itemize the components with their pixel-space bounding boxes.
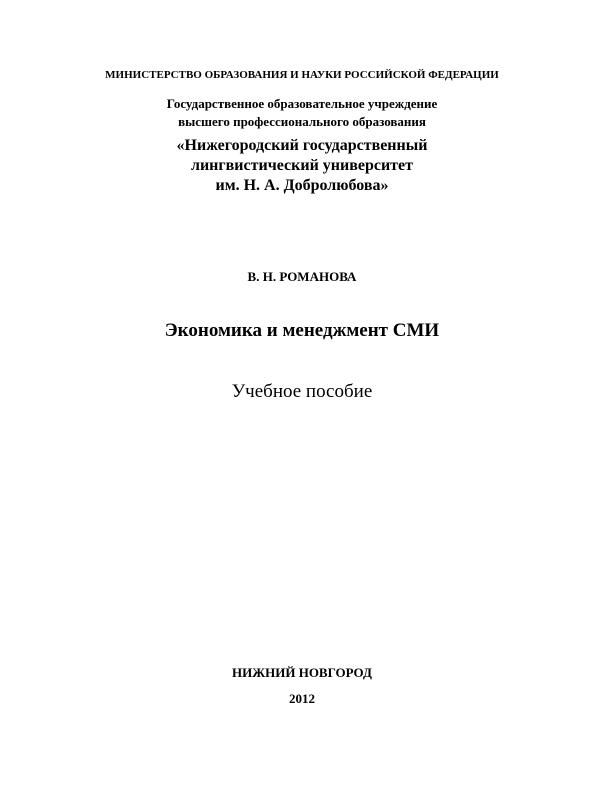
publication-year: 2012 [289,691,315,706]
book-title: Экономика и менеджмент СМИ [164,320,440,341]
institution-line: высшего профессионального образования [178,114,426,129]
author-name: В. Н. РОМАНОВА [247,269,357,284]
book-subtitle: Учебное пособие [231,381,373,402]
university-name-line: «Нижегородский государственный [176,137,428,154]
ministry-heading: МИНИСТЕРСТВО ОБРАЗОВАНИЯ И НАУКИ РОССИЙСКОЙ ФЕДЕРАЦИИ [105,69,499,81]
university-name-line: лингвистический университет [190,157,413,174]
institution-line: Государственное образовательное учреждение [166,96,438,111]
publication-city: НИЖНИЙ НОВГОРОД [232,665,372,680]
university-name-line: им. Н. А. Добролюбова» [215,177,389,194]
